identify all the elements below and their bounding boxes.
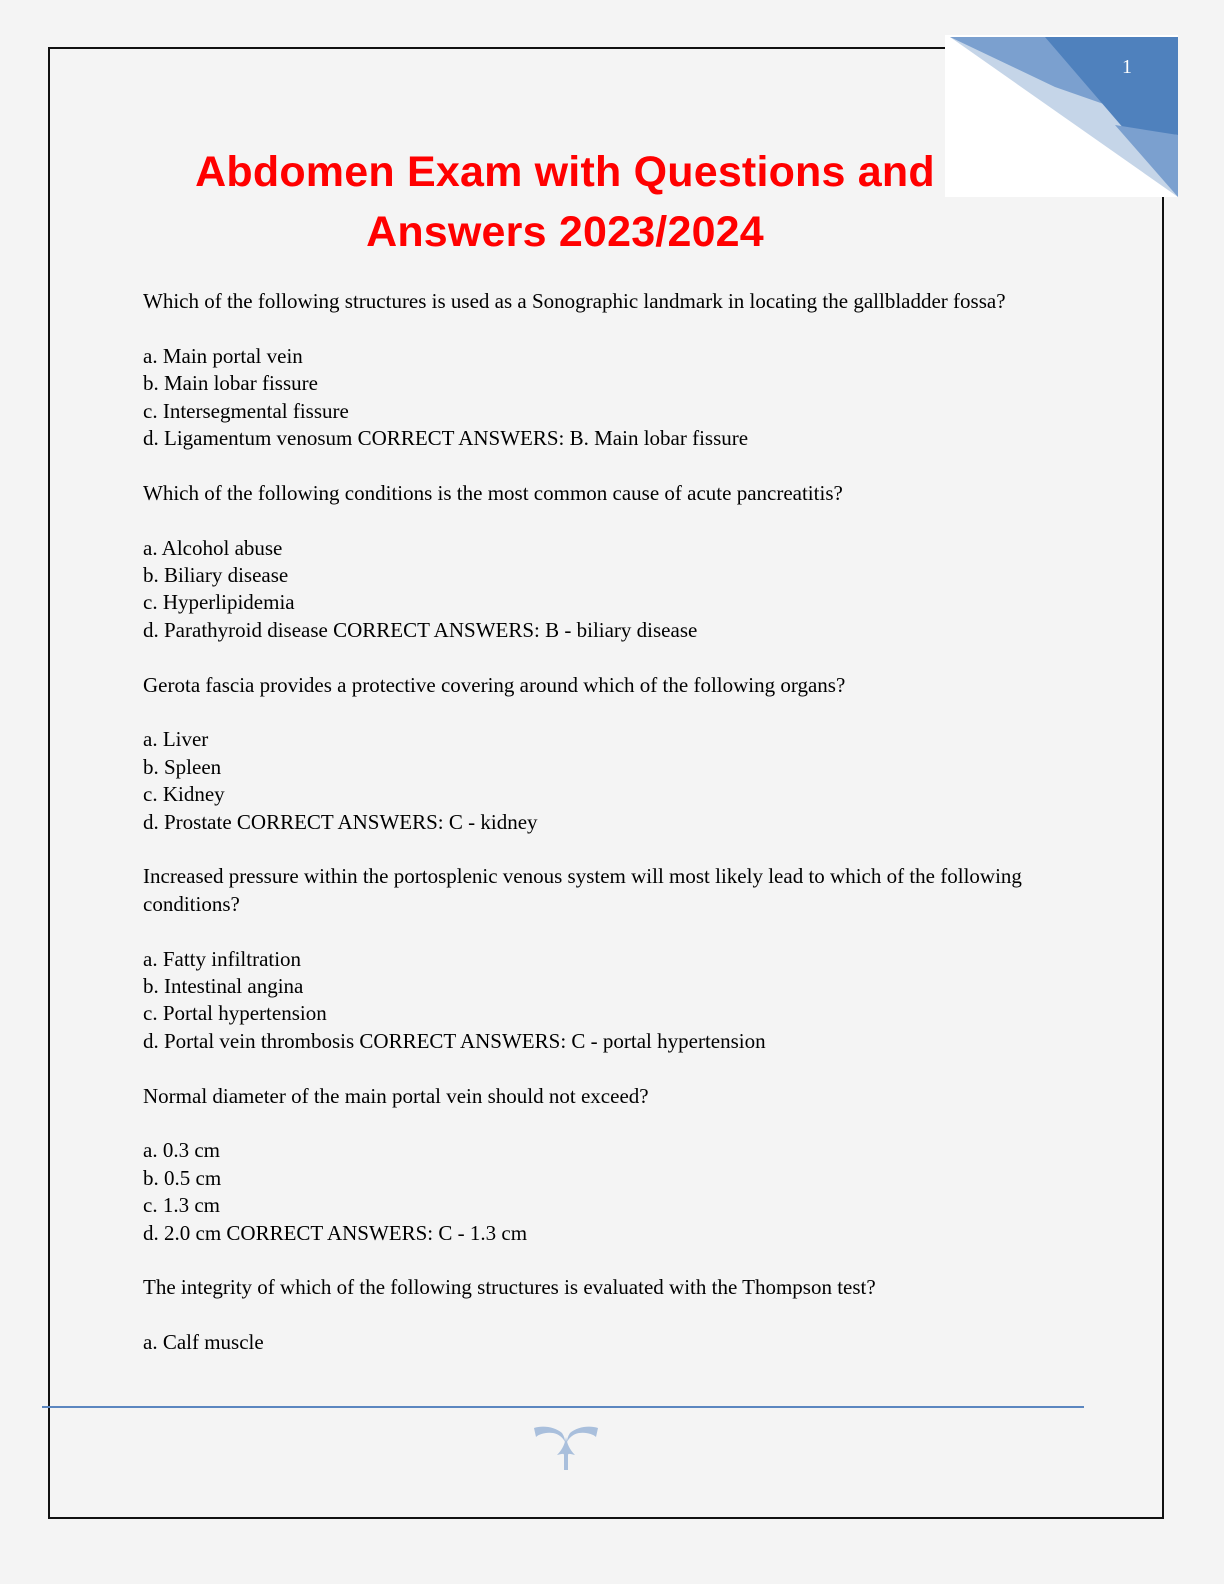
answer-option-with-correct-answer: d. Prostate CORRECT ANSWERS: C - kidney <box>143 809 538 834</box>
question-item <box>143 1274 1073 1356</box>
question-text: The integrity of which of the following structures is evaluated with the Thompson test? <box>143 1275 876 1300</box>
question-list <box>143 288 1073 1384</box>
answer-option: b. Intestinal angina <box>143 974 304 999</box>
question-item <box>143 1083 1073 1247</box>
fleur-ornament-icon <box>533 1425 599 1476</box>
answer-option: a. Alcohol abuse <box>143 535 283 560</box>
answer-option: b. Main lobar fissure <box>143 371 318 396</box>
question-text: Which of the following structures is used as a Sonographic landmark in locating the gallbladder fossa? <box>143 289 1006 313</box>
question-text: Gerota fascia provides a protective covering around which of the following organs? <box>143 672 846 697</box>
answer-option-with-correct-answer: d. Parathyroid disease CORRECT ANSWERS: B - biliary disease <box>143 617 698 642</box>
answer-option: c. Portal hypertension <box>143 1001 327 1026</box>
answer-option-with-correct-answer: d. Ligamentum venosum CORRECT ANSWERS: B. Main lobar fissure <box>143 426 749 451</box>
answer-option: a. Liver <box>143 727 209 752</box>
answer-option: a. Main portal vein <box>143 343 303 368</box>
answer-option-with-correct-answer: d. 2.0 cm CORRECT ANSWERS: C - 1.3 cm <box>143 1220 528 1245</box>
answer-option: b. Spleen <box>143 754 222 779</box>
answer-options <box>143 1329 1073 1356</box>
title-line-1: Abdomen Exam with Questions and <box>195 148 935 196</box>
question-item <box>143 863 1073 1055</box>
question-item <box>143 288 1073 452</box>
answer-option: c. 1.3 cm <box>143 1193 220 1218</box>
question-text: Which of the following conditions is the most common cause of acute pancreatitis? <box>143 480 843 505</box>
page-number: 1 <box>1122 56 1132 78</box>
footer-divider <box>42 1406 1084 1408</box>
answer-option: c. Intersegmental fissure <box>143 398 349 423</box>
answer-option-with-correct-answer: d. Portal vein thrombosis CORRECT ANSWERS: C - portal hypertension <box>143 1028 766 1053</box>
question-text: Increased pressure within the portosplenic venous system will most likely lead to which of the following conditions? <box>143 864 1022 916</box>
answer-option: a. 0.3 cm <box>143 1138 220 1163</box>
question-item <box>143 672 1073 836</box>
title-line-2: Answers 2023/2024 <box>366 208 764 256</box>
document-title <box>100 142 1030 262</box>
answer-options <box>143 726 1073 836</box>
question-item <box>143 480 1073 644</box>
answer-option: b. 0.5 cm <box>143 1165 222 1190</box>
answer-options <box>143 1137 1073 1247</box>
answer-option: c. Kidney <box>143 782 225 807</box>
answer-option: a. Fatty infiltration <box>143 946 302 971</box>
answer-option: b. Biliary disease <box>143 563 289 588</box>
answer-options <box>143 946 1073 1056</box>
answer-option: c. Hyperlipidemia <box>143 590 295 615</box>
answer-options <box>143 535 1073 645</box>
answer-option: a. Calf muscle <box>143 1330 264 1355</box>
answer-options <box>143 343 1073 453</box>
question-text: Normal diameter of the main portal vein should not exceed? <box>143 1083 649 1108</box>
